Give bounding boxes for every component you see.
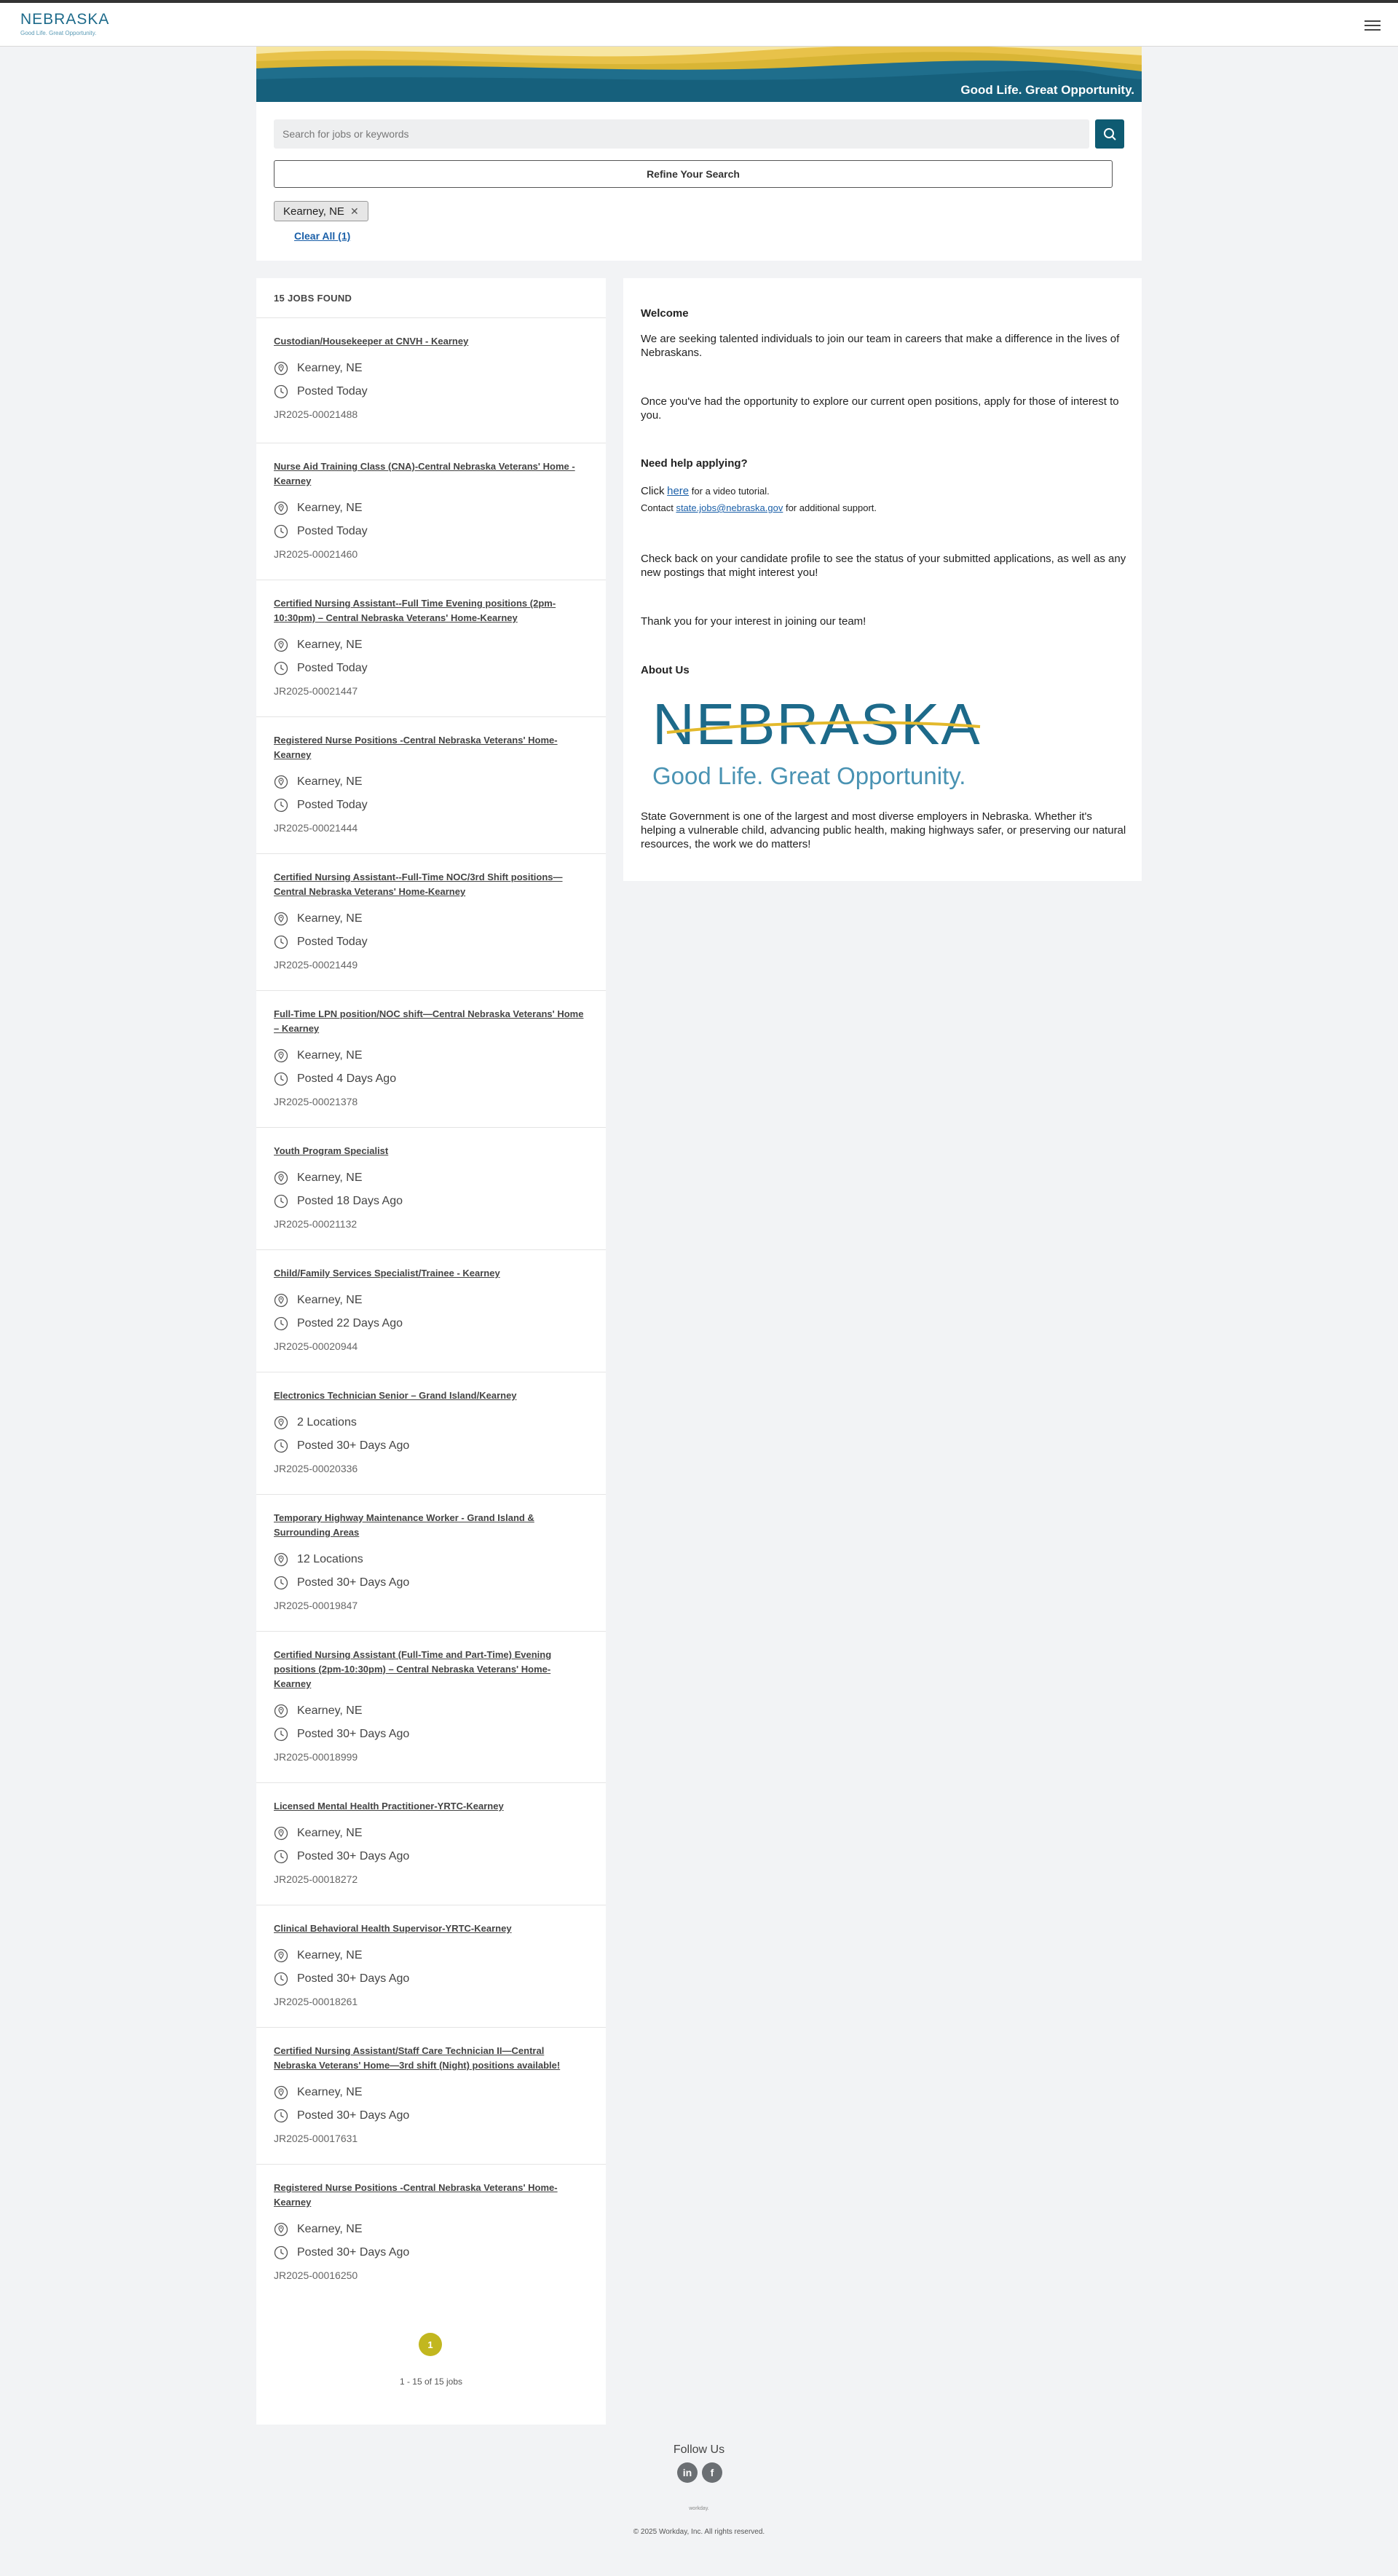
location-pin-icon	[274, 912, 288, 926]
large-logo-tagline: Good Life. Great Opportunity.	[652, 762, 966, 789]
job-posted	[274, 797, 368, 813]
location-pin-icon	[274, 2222, 288, 2237]
job-title-link[interactable]: Registered Nurse Positions -Central Nebraska Veterans' Home- Kearney	[274, 2182, 558, 2208]
job-posted-text: Posted Today	[297, 525, 368, 537]
about-paragraph: State Government is one of the largest and most diverse employers in Nebraska. Whether it's helping a vulnerable child, advancing public health, making highways safer, or preserving our natural resources, the work we do matters!	[641, 810, 1126, 850]
job-posted	[274, 1438, 409, 1454]
job-location-text: Kearney, NE	[297, 502, 363, 514]
nebraska-large-logo	[652, 693, 987, 802]
job-requisition-id: JR2025-00021460	[274, 548, 358, 560]
job-posted	[274, 1071, 396, 1087]
clock-icon	[274, 661, 288, 676]
location-pin-icon	[274, 1826, 288, 1841]
top-bar	[0, 0, 1398, 47]
clock-icon	[274, 1576, 288, 1590]
job-location	[274, 2221, 363, 2237]
job-requisition-id: JR2025-00021378	[274, 1096, 358, 1107]
location-pin-icon	[274, 501, 288, 515]
welcome-paragraph-1: We are seeking talented individuals to join our team in careers that make a difference in the lives of Nebraskans.	[641, 333, 1120, 359]
job-title-link[interactable]: Electronics Technician Senior – Grand Island/Kearney	[274, 1390, 517, 1401]
clock-icon	[274, 1194, 288, 1209]
job-title-link[interactable]: Youth Program Specialist	[274, 1145, 389, 1156]
job-location-text: Kearney, NE	[297, 1827, 363, 1839]
job-location-text: Kearney, NE	[297, 775, 363, 788]
job-location-text: 2 Locations	[297, 1416, 357, 1429]
job-posted-text: Posted 30+ Days Ago	[297, 2246, 410, 2259]
location-filter-chip[interactable]	[274, 201, 368, 221]
job-posted-text: Posted Today	[297, 936, 368, 948]
search-panel	[256, 102, 1142, 261]
job-location-text: Kearney, NE	[297, 2086, 363, 2098]
job-location	[274, 1415, 357, 1431]
job-list-item	[256, 716, 606, 853]
job-posted	[274, 524, 368, 540]
job-posted	[274, 1726, 409, 1742]
job-location	[274, 911, 363, 927]
logo-word: NEBRASKA	[20, 11, 110, 28]
job-posted-text: Posted 30+ Days Ago	[297, 2109, 410, 2122]
job-list-item	[256, 2027, 606, 2164]
job-list	[256, 278, 606, 2425]
job-location	[274, 500, 363, 516]
job-posted-text: Posted 4 Days Ago	[297, 1072, 397, 1085]
banner-tagline: Good Life. Great Opportunity.	[960, 83, 1134, 97]
job-location-text: Kearney, NE	[297, 639, 363, 651]
clock-icon	[274, 2109, 288, 2123]
job-location	[274, 774, 363, 790]
job-posted-text: Posted 30+ Days Ago	[297, 1972, 410, 1985]
job-location	[274, 1825, 363, 1841]
job-posted	[274, 2245, 409, 2261]
job-list-item	[256, 2164, 606, 2301]
help-heading: Need help applying?	[641, 457, 748, 470]
job-posted	[274, 934, 368, 950]
job-title-link[interactable]: Temporary Highway Maintenance Worker - Grand Island & Surrounding Areas	[274, 1512, 534, 1538]
location-pin-icon	[274, 1171, 288, 1185]
job-requisition-id: JR2025-00021488	[274, 408, 358, 420]
job-posted	[274, 384, 368, 400]
clock-icon	[274, 1316, 288, 1331]
clock-icon	[274, 2245, 288, 2260]
hamburger-menu-button[interactable]	[1365, 17, 1381, 32]
clock-icon	[274, 524, 288, 539]
job-location-text: Kearney, NE	[297, 2223, 363, 2235]
job-title-link[interactable]: Certified Nursing Assistant--Full Time Evening positions (2pm-10:30pm) – Central Nebraska Veterans' Home-Kearney	[274, 598, 556, 623]
close-icon[interactable]: ✕	[350, 205, 359, 217]
job-requisition-id: JR2025-00017631	[274, 2133, 358, 2144]
jobs-found-count: 15 JOBS FOUND	[274, 293, 352, 304]
location-pin-icon	[274, 2085, 288, 2100]
nebraska-logo[interactable]	[20, 12, 115, 41]
large-logo-word: NEBRASKA	[652, 692, 982, 756]
job-posted-text: Posted Today	[297, 662, 368, 674]
job-requisition-id: JR2025-00016250	[274, 2269, 358, 2281]
clock-icon	[274, 1072, 288, 1086]
location-pin-icon	[274, 1048, 288, 1063]
welcome-panel	[623, 278, 1142, 881]
location-pin-icon	[274, 775, 288, 789]
job-posted	[274, 1971, 409, 1987]
job-requisition-id: JR2025-00021444	[274, 822, 358, 834]
job-list-item	[256, 443, 606, 580]
job-location	[274, 637, 363, 653]
contact-line: Contact state.jobs@nebraska.gov for additional support.	[641, 502, 877, 513]
job-title-link[interactable]: Full-Time LPN position/NOC shift—Central Nebraska Veterans' Home – Kearney	[274, 1008, 584, 1034]
hero-banner	[256, 47, 1142, 102]
chip-label: Kearney, NE	[283, 205, 344, 218]
job-posted-text: Posted 22 Days Ago	[297, 1317, 403, 1330]
job-list-item	[256, 1249, 606, 1372]
job-title-link[interactable]: Child/Family Services Specialist/Trainee - Kearney	[274, 1268, 500, 1279]
job-title-link[interactable]: Licensed Mental Health Practitioner-YRTC-Kearney	[274, 1801, 504, 1812]
job-list-item	[256, 1631, 606, 1782]
location-pin-icon	[274, 361, 288, 376]
clock-icon	[274, 1849, 288, 1864]
job-requisition-id: JR2025-00021447	[274, 685, 358, 697]
follow-us-label: Follow Us	[673, 2443, 725, 2456]
job-title-link[interactable]: Certified Nursing Assistant (Full-Time and Part-Time) Evening positions (2pm-10:30pm) – Central Nebraska Veterans' Home-Kearney	[274, 1649, 552, 1689]
job-list-item	[256, 1494, 606, 1631]
job-location-text: Kearney, NE	[297, 362, 363, 374]
facebook-icon[interactable]: f	[702, 2462, 722, 2483]
location-pin-icon	[274, 638, 288, 652]
workday-logo: workday.	[689, 2506, 709, 2511]
job-location	[274, 1552, 363, 1568]
job-requisition-id: JR2025-00019847	[274, 1600, 358, 1611]
job-posted	[274, 1316, 403, 1332]
job-location-text: 12 Locations	[297, 1553, 363, 1565]
job-title-link[interactable]: Nurse Aid Training Class (CNA)-Central Nebraska Veterans' Home - Kearney	[274, 461, 575, 486]
job-posted-text: Posted 30+ Days Ago	[297, 1728, 410, 1740]
location-pin-icon	[274, 1293, 288, 1308]
job-posted	[274, 2108, 409, 2124]
clock-icon	[274, 1727, 288, 1742]
job-location	[274, 1048, 363, 1064]
job-requisition-id: JR2025-00018261	[274, 1996, 358, 2007]
job-posted-text: Posted 30+ Days Ago	[297, 1850, 410, 1862]
logo-swoosh	[652, 719, 987, 734]
pagination-page-button[interactable]: 1	[419, 2333, 442, 2356]
job-location-text: Kearney, NE	[297, 1049, 363, 1062]
job-posted	[274, 1193, 403, 1209]
location-pin-icon	[274, 1552, 288, 1567]
job-list-item	[256, 317, 606, 443]
clear-all-link[interactable]: Clear All (1)	[294, 230, 351, 242]
job-list-item	[256, 1782, 606, 1905]
clock-icon	[274, 798, 288, 813]
welcome-heading: Welcome	[641, 307, 689, 320]
job-list-item	[256, 853, 606, 990]
job-title-link[interactable]: Certified Nursing Assistant/Staff Care Technician II—Central Nebraska Veterans' Home—3rd shift (Night) positions available!	[274, 2045, 561, 2071]
welcome-paragraph-2: Once you've had the opportunity to explore our current open positions, apply for those of interest to you.	[641, 395, 1119, 422]
location-pin-icon	[274, 1704, 288, 1718]
video-tutorial-line: Click here for a video tutorial.	[641, 485, 770, 497]
job-list-item	[256, 990, 606, 1127]
clock-icon	[274, 1439, 288, 1453]
about-heading: About Us	[641, 664, 690, 676]
job-title-link[interactable]: Certified Nursing Assistant--Full-Time NOC/3rd Shift positions—Central Nebraska Veterans' Home-Kearney	[274, 872, 563, 897]
clock-icon	[274, 935, 288, 949]
job-posted	[274, 660, 368, 676]
job-location	[274, 360, 363, 376]
job-posted-text: Posted Today	[297, 799, 368, 811]
job-requisition-id: JR2025-00021132	[274, 1218, 358, 1230]
job-location	[274, 1292, 363, 1308]
job-location-text: Kearney, NE	[297, 1294, 363, 1306]
job-title-link[interactable]: Custodian/Housekeeper at CNVH - Kearney	[274, 336, 469, 347]
job-requisition-id: JR2025-00020944	[274, 1340, 358, 1352]
job-requisition-id: JR2025-00018999	[274, 1751, 358, 1763]
job-requisition-id: JR2025-00020336	[274, 1463, 358, 1474]
job-list-item	[256, 1905, 606, 2027]
job-location-text: Kearney, NE	[297, 1949, 363, 1961]
welcome-paragraph-4: Thank you for your interest in joining our team!	[641, 615, 866, 628]
job-list-item	[256, 1372, 606, 1494]
job-title-link[interactable]: Clinical Behavioral Health Supervisor-YRTC-Kearney	[274, 1923, 512, 1934]
job-location-text: Kearney, NE	[297, 912, 363, 925]
here-link[interactable]: here	[667, 485, 690, 497]
job-posted	[274, 1575, 409, 1591]
job-location	[274, 1703, 363, 1719]
job-location-text: Kearney, NE	[297, 1704, 363, 1717]
clock-icon	[274, 384, 288, 399]
job-list-item	[256, 580, 606, 716]
hamburger-icon	[1365, 20, 1381, 22]
job-location	[274, 1948, 363, 1964]
welcome-paragraph-3: Check back on your candidate profile to see the status of your submitted applications, as well as any new postings that might interest you!	[641, 553, 1126, 579]
job-posted-text: Posted 30+ Days Ago	[297, 1439, 410, 1452]
logo-tagline: Good Life. Great Opportunity.	[20, 30, 97, 36]
job-location-text: Kearney, NE	[297, 1172, 363, 1184]
job-location	[274, 1170, 363, 1186]
job-posted-text: Posted Today	[297, 385, 368, 398]
search-input[interactable]: Search for jobs or keywords	[274, 119, 1089, 149]
linkedin-icon[interactable]: in	[677, 2462, 698, 2483]
search-icon	[1102, 127, 1117, 141]
clock-icon	[274, 1972, 288, 1986]
job-requisition-id: JR2025-00021449	[274, 959, 358, 971]
job-requisition-id: JR2025-00018272	[274, 1873, 358, 1885]
pagination-range: 1 - 15 of 15 jobs	[399, 2377, 463, 2387]
job-posted-text: Posted 30+ Days Ago	[297, 1576, 410, 1589]
job-posted	[274, 1849, 409, 1865]
copyright-text: © 2025 Workday, Inc. All rights reserved.	[633, 2528, 765, 2536]
location-pin-icon	[274, 1948, 288, 1963]
job-posted-text: Posted 18 Days Ago	[297, 1195, 403, 1207]
refine-search-button[interactable]: Refine Your Search	[274, 160, 1113, 188]
location-pin-icon	[274, 1415, 288, 1430]
job-title-link[interactable]: Registered Nurse Positions -Central Nebraska Veterans' Home- Kearney	[274, 735, 558, 760]
job-location	[274, 2085, 363, 2101]
search-button[interactable]	[1095, 119, 1124, 149]
job-list-item	[256, 1127, 606, 1249]
email-link[interactable]: state.jobs@nebraska.gov	[676, 502, 783, 513]
